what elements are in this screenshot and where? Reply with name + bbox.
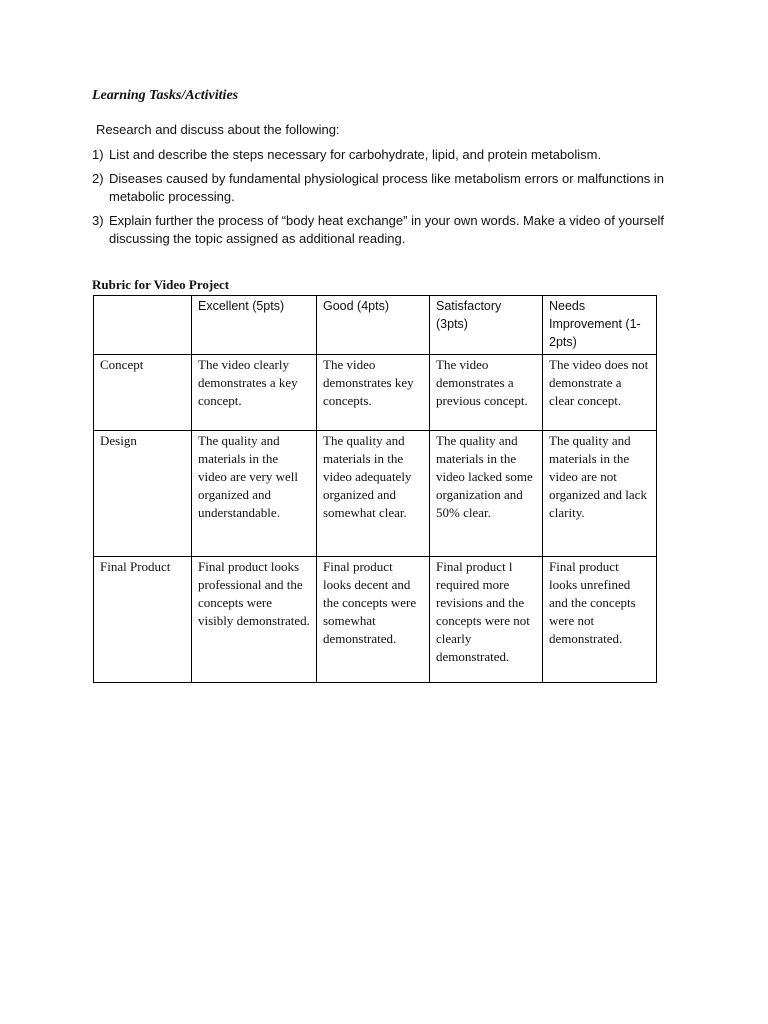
table-cell: The quality and materials in the video adequately organized and somewhat clear. — [317, 431, 430, 557]
table-row — [94, 355, 657, 431]
criterion-final-product: Final Product — [94, 557, 192, 683]
table-cell: Final product looks professional and the concepts were visibly demonstrated. — [192, 557, 317, 683]
task-item — [92, 146, 682, 164]
header-cell-blank — [94, 296, 192, 355]
rubric-table — [93, 295, 657, 683]
criterion-design: Design — [94, 431, 192, 557]
header-cell-needs-improvement: Needs Improvement (1-2pts) — [543, 296, 657, 355]
task-list — [92, 146, 682, 254]
table-cell: The quality and materials in the video are very well organized and understandable. — [192, 431, 317, 557]
table-cell: The quality and materials in the video lacked some organization and 50% clear. — [430, 431, 543, 557]
task-text: Explain further the process of “body heat exchange” in your own words. Make a video of yourself discussing the topic assigned as additional reading. — [109, 213, 664, 246]
page-title: Learning Tasks/Activities — [92, 88, 239, 103]
intro-text: Research and discuss about the following: — [96, 122, 340, 137]
table-cell: The video demonstrates a previous concept. — [430, 355, 543, 431]
task-item — [92, 212, 682, 248]
table-header-row — [94, 296, 657, 355]
table-cell: The quality and materials in the video are not organized and lack clarity. — [543, 431, 657, 557]
table-cell: Final product l required more revisions and the concepts were not clearly demonstrated. — [430, 557, 543, 683]
criterion-concept: Concept — [94, 355, 192, 431]
table-cell: Final product looks decent and the concepts were somewhat demonstrated. — [317, 557, 430, 683]
header-cell-excellent: Excellent (5pts) — [192, 296, 317, 355]
task-number: 1) — [92, 147, 104, 162]
table-cell: Final product looks unrefined and the concepts were not demonstrated. — [543, 557, 657, 683]
rubric-title: Rubric for Video Project — [92, 277, 230, 292]
header-cell-good: Good (4pts) — [317, 296, 430, 355]
task-text: List and describe the steps necessary for carbohydrate, lipid, and protein metabolism. — [109, 147, 602, 162]
header-cell-satisfactory: Satisfactory (3pts) — [430, 296, 543, 355]
table-cell: The video demonstrates key concepts. — [317, 355, 430, 431]
table-cell: The video does not demonstrate a clear concept. — [543, 355, 657, 431]
task-number: 2) — [92, 171, 104, 186]
task-text: Diseases caused by fundamental physiological process like metabolism errors or malfunctions in metabolic processing. — [109, 171, 664, 204]
table-row — [94, 557, 657, 683]
table-cell: The video clearly demonstrates a key concept. — [192, 355, 317, 431]
task-number: 3) — [92, 213, 104, 228]
table-row — [94, 431, 657, 557]
task-item — [92, 170, 682, 206]
